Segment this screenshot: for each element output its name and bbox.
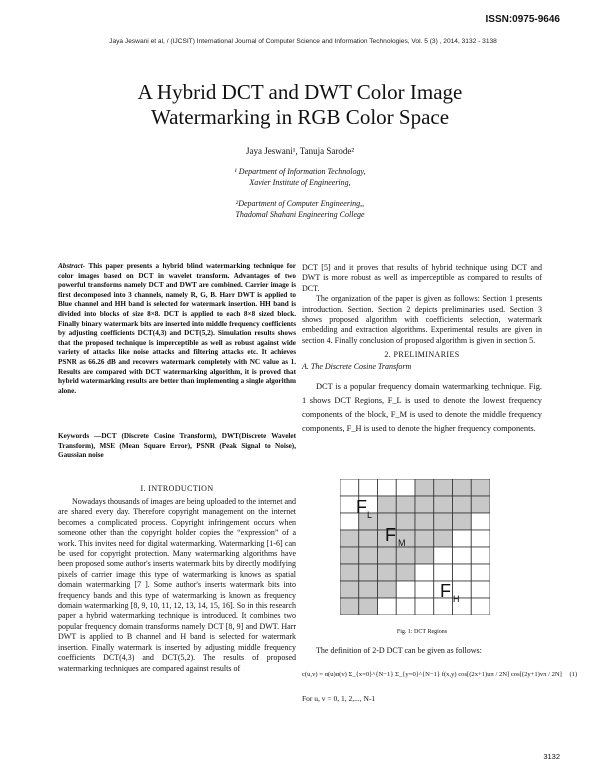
label-fl-sub: L [367,510,373,520]
label-fl: F [356,497,367,517]
dct-cell [340,479,359,496]
dct-cell [471,564,490,581]
affiliation-2-line1: ²Department of Computer Engineering,, [235,199,365,208]
dct-cell [359,564,378,581]
right-column-top [302,263,542,346]
dct-paragraph [302,380,542,436]
equation-number: (1) [569,671,578,678]
dct-cell [378,496,397,513]
dct-cell [434,513,453,530]
affiliation-2-line2: Thadomal Shahani Engineering College [235,210,365,219]
dct-cell [340,598,359,615]
dct-cell [453,479,472,496]
authors: Jaya Jeswani¹, Tanuja Sarode² [245,146,355,156]
dct-cell [396,547,415,564]
dct-cell [396,513,415,530]
figure-caption: Fig. 1: DCT Regions [396,629,448,635]
equation-1 [302,671,577,678]
definition-text: The definition of 2-D DCT can be given as follows: [316,646,482,655]
dct-cell [359,581,378,598]
affiliation-1 [0,166,600,188]
dct-cell [415,547,434,564]
dct-cell [434,530,453,547]
right-para-1: DCT [5] and it proves that results of hybrid technique using DCT and DWT is more robust as well as imperceptible as compared to results of DCT. [302,263,542,293]
introduction-section [58,484,296,674]
dct-cell [359,598,378,615]
affiliation-1-line2: Xavier Institute of Engineering, [249,178,351,187]
page-number: 3132 [543,752,560,761]
dct-cell [396,598,415,615]
dct-cell [415,530,434,547]
abstract-label: Abstract- [58,262,86,270]
dct-cell [378,581,397,598]
dct-cell [415,513,434,530]
dct-cell [471,598,490,615]
dct-cell [359,530,378,547]
right-para-2: The organization of the paper is given as follows: Section 1 presents introduction. Section. Section 2 depicts preliminaries used. Section 3 shows proposed algorithm with coefficients selection, watermark embedding and extraction algorithms. Experimental results are given in section 4. Finally conclusion of proposed algorithm is given in section 5. [302,294,542,345]
title-line-2: Watermarking in RGB Color Space [150,105,450,129]
affiliation-1-line1: ¹ Department of Information Technology, [234,167,366,176]
dct-regions-figure [340,479,490,615]
issn: ISSN:0975-9646 [485,14,560,25]
dct-cell [453,564,472,581]
paper-title [80,80,520,130]
dct-cell [396,581,415,598]
equation-formula: c(u,v) = α(u)α(v) Σ_{x=0}^{N−1} Σ_{y=0}^{N−1} f(x,y) cos[(2x+1)uπ / 2N] cos[(2y+1)vπ / 2N] [302,671,562,678]
dct-cell [471,581,490,598]
dct-cell [453,496,472,513]
dct-cell [415,598,434,615]
dct-cell [340,581,359,598]
dct-cell [378,598,397,615]
dct-cell [340,564,359,581]
dct-cell [471,479,490,496]
keywords: Keywords —DCT (Discrete Cosine Transform), DWT(Discrete Wavelet Transform), MSE (Mean Square Error), PSNR (Peak Signal to Noise), Gaussian noise [58,432,296,460]
dct-cell [471,496,490,513]
introduction-text: Nowadays thousands of images are being uploaded to the internet and are shared every day. Therefore copyright management on the internet becomes a complicated process. Copyright infringement occurs when someone other than the copyright holder copies the “expression” of a work. This invites need for digital watermarking. Watermarking [1-6] can be used for copyright protection. Many watermarking algorithms have been proposed some author's inserts watermark bits by directly modifying pixels of carrier image this type of watermarking is knows as spatial domain watermarking [7 ]. Some author's inserts watermark bits into frequency bands and this type of watermarking is known as frequency domain watermarking [8, 9, 10, 11, 12, 13, 14, 15, 16]. So in this research paper a hybrid watermarking technique is introduced. It combines two popular frequency domain transforms namely DCT [8, 9] and DWT. Harr DWT is applied to B channel and H band is selected for watermark insertion. Finally watermark is inserted by adjusting middle frequency coefficients DCT(4,3) and DCT(5,2). The results of proposed watermarking techniques are compared against results of [58,497,296,673]
abstract [58,262,296,396]
dct-cell [396,479,415,496]
dct-cell [453,513,472,530]
dct-cell [415,496,434,513]
dct-text: DCT is a popular frequency domain watermarking technique. Fig. 1 shows DCT Regions, F_L is used to denote the lowest frequency components of the block, F_M is used to denote the middle frequency components, F_H is used to denote the higher frequency components. [302,382,542,433]
dct-cell [471,513,490,530]
dct-cell [396,564,415,581]
journal-header: Jaya Jeswani et al, / (IJCSIT) International Journal of Computer Science and Information Technologies, Vol. 5 (3) , 2014, 3132 - 3138 [109,38,497,45]
dct-cell [471,530,490,547]
section-1-heading: I. INTRODUCTION [140,484,214,493]
section-2-heading: 2. PRELIMINARIES [384,350,460,359]
dct-cell [359,547,378,564]
dct-cell [359,479,378,496]
dct-cell [378,479,397,496]
dct-cell [340,530,359,547]
dct-cell [378,547,397,564]
label-fh: F [440,581,451,601]
dct-cell [415,581,434,598]
label-fm: F [385,525,396,545]
dct-cell [434,496,453,513]
equation-range: For u, v = 0, 1, 2,..., N-1 [302,694,376,703]
subsection-heading: A. The Discrete Cosine Transform [302,362,412,371]
dct-cell [396,496,415,513]
dct-cell [415,479,434,496]
dct-cell [340,547,359,564]
dct-cell [434,547,453,564]
dct-cell [378,564,397,581]
affiliation-2 [0,198,600,220]
dct-cell [415,564,434,581]
dct-cell [434,479,453,496]
dct-cell [434,564,453,581]
abstract-text: This paper presents a hybrid blind watermarking technique for color images based on DCT in wavelet transform. Advantages of two powerful transforms namely DCT and DWT are combined. Carrier image is first decomposed into 3 channels, namely R, G, B. Harr DWT is applied to Blue channel and HH band is selected for watermark insertion. HH band is divided into blocks of size 8×8. DCT is applied to each 8×8 sized block. Finally binary watermark bits are inserted into middle frequency coefficients by adjusting coefficients DCT(4,3) and DCT(5,2). Simulation results shows that the proposed technique is imperceptible as well as robust against wide variety of attacks like noise attacks and filtering attacks etc. It achieves PSNR as 66.26 dB and recovers watermark completely with NC value as 1. Results are compared with DCT watermarking algorithm, it is proved that hybrid watermarking results are better than implementing a single algorithm alone. [58,262,296,395]
label-fm-sub: M [398,538,406,548]
dct-cell [453,530,472,547]
dct-cell [471,547,490,564]
dct-cell [453,547,472,564]
label-fh-sub: H [453,594,460,604]
title-line-1: A Hybrid DCT and DWT Color Image [137,80,463,104]
